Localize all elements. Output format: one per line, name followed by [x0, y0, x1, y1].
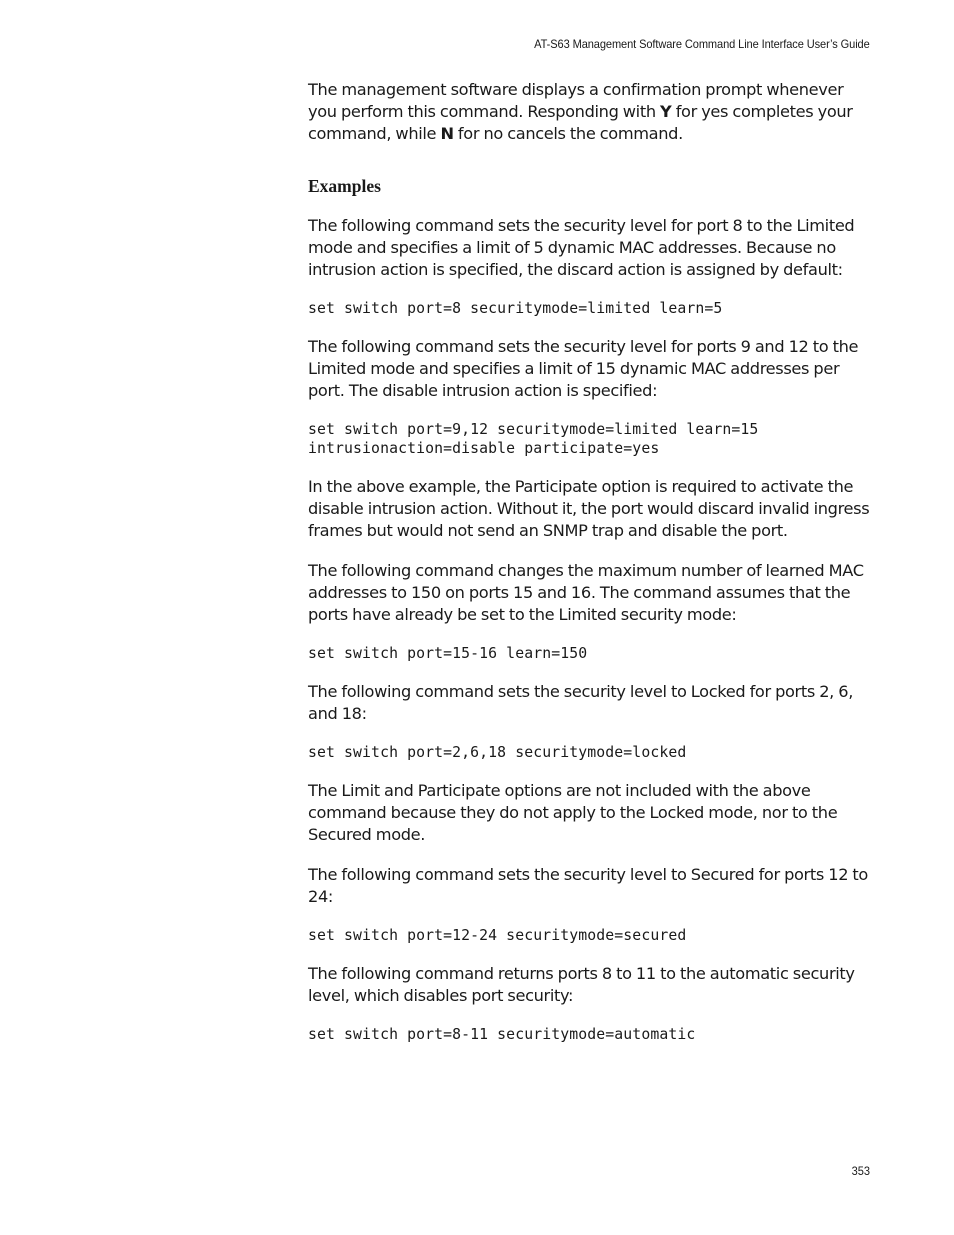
example-paragraph-5: The following command sets the security level to Locked for ports 2, 6, and 18:	[308, 682, 854, 723]
intro-paragraph	[308, 79, 874, 145]
example-paragraph-1: The following command sets the security level for port 8 to the Limited mode and specifies a limit of 5 dynamic MAC addresses. Because no intrusion action is specified, the discard action is assigned by default:	[308, 216, 855, 279]
page-number: 353	[851, 1164, 870, 1178]
code-example-4: set switch port=2,6,18 securitymode=locked	[308, 744, 687, 761]
page-content	[308, 79, 874, 1062]
code-example-2-line-2: intrusionaction=disable participate=yes	[308, 440, 660, 457]
example-paragraph-4: The following command changes the maximum number of learned MAC addresses to 150 on ports 15 and 16. The command assumes that the ports have already be set to the Limited security mode:	[308, 561, 864, 624]
code-example-1: set switch port=8 securitymode=limited learn=5	[308, 300, 723, 317]
example-paragraph-2: The following command sets the security level for ports 9 and 12 to the Limited mode and specifies a limit of 15 dynamic MAC addresses per port. The disable intrusion action is specified:	[308, 337, 859, 400]
example-paragraph-7: The following command sets the security level to Secured for ports 12 to 24:	[308, 865, 868, 906]
yes-key: Y	[660, 102, 672, 121]
intro-text-2: for yes completes your command, while	[308, 102, 853, 143]
code-example-6: set switch port=8-11 securitymode=automatic	[308, 1026, 696, 1043]
example-paragraph-6: The Limit and Participate options are not included with the above command because they do not apply to the Locked mode, nor to the Secured mode.	[308, 781, 838, 844]
code-example-3: set switch port=15-16 learn=150	[308, 645, 588, 662]
code-example-5: set switch port=12-24 securitymode=secured	[308, 927, 687, 944]
intro-text-3: for no cancels the command.	[453, 124, 683, 143]
no-key: N	[440, 124, 454, 143]
example-paragraph-8: The following command returns ports 8 to 11 to the automatic security level, which disables port security:	[308, 964, 855, 1005]
example-paragraph-3: In the above example, the Participate option is required to activate the disable intrusion action. Without it, the port would discard invalid ingress frames but would not send an SNMP trap and disable the port.	[308, 477, 870, 540]
code-example-2	[308, 420, 874, 458]
code-example-2-line-1: set switch port=9,12 securitymode=limited learn=15	[308, 421, 759, 438]
examples-heading: Examples	[308, 176, 381, 196]
intro-text-1: The management software displays a confirmation prompt whenever you perform this command. Responding with	[308, 80, 844, 121]
running-header: AT-S63 Management Software Command Line Interface User’s Guide	[534, 37, 870, 51]
